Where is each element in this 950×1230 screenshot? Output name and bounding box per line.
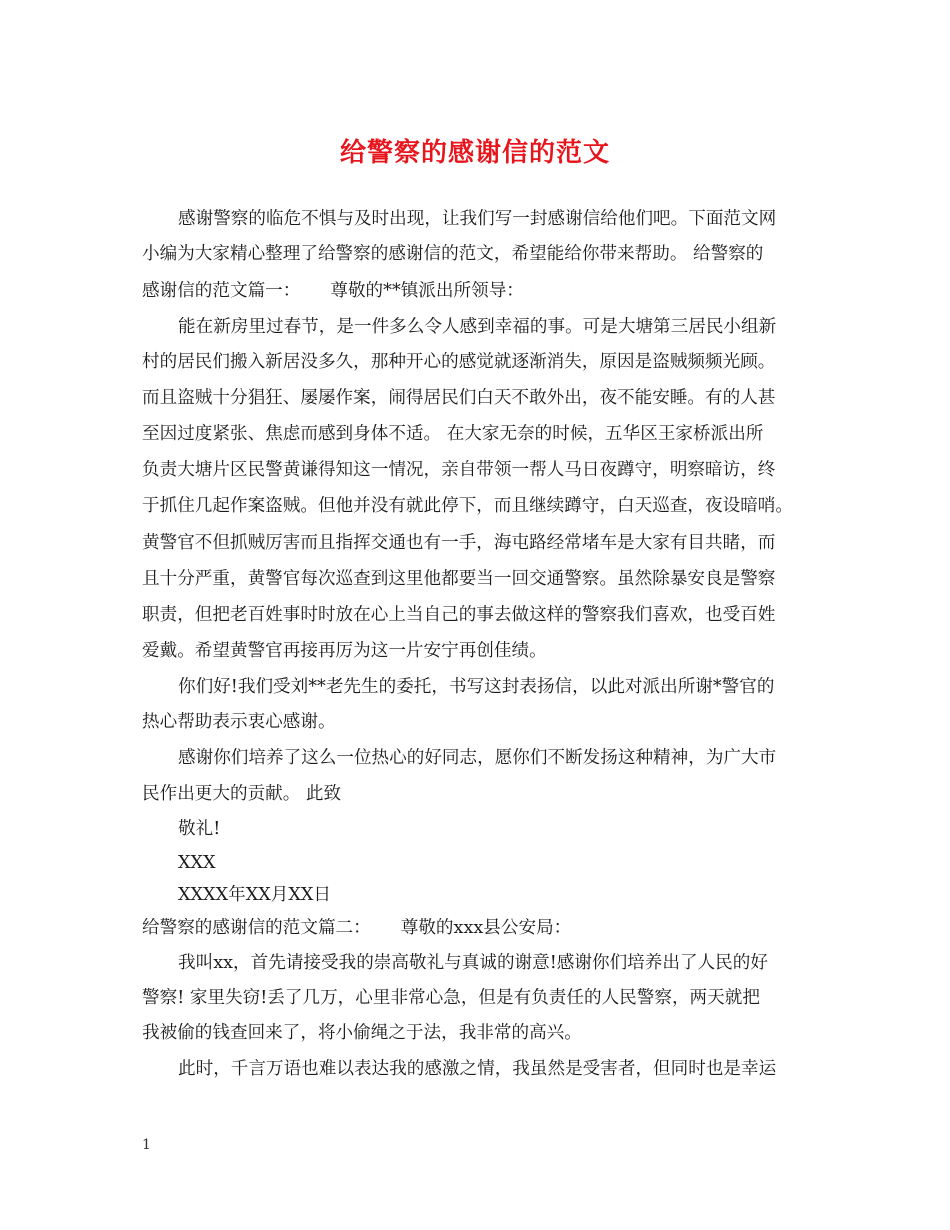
text-line [142, 283, 524, 301]
text-line: 我叫xx，首先请接受我的崇高敬礼与真诚的谢意!感谢你们培养出了人民的好 [178, 953, 768, 973]
document-title: 给警察的感谢信的范文 [339, 138, 610, 168]
text-line: 爱戴。希望黄警官再接再厉为这一片安宁再创佳绩。 [142, 641, 547, 661]
text-line: 小编为大家精心整理了给警察的感谢信的范文，希望能给你带来帮助。 给警察的 [142, 244, 764, 264]
text-line: 警察! 家里失窃!丢了几万，心里非常心急，但是有负责任的人民警察，两天就把 [142, 988, 760, 1008]
text-line: 此时，千言万语也难以表达我的感激之情，我虽然是受害者，但同时也是幸运 [178, 1059, 777, 1079]
text-segment: 尊敬的**镇派出所领导： [330, 281, 524, 301]
text-line: 至因过度紧张、焦虑而感到身体不适。 在大家无奈的时候，五华区王家桥派出所 [142, 424, 764, 444]
signature-name: XXX [178, 853, 216, 873]
text-line: 于抓住几起作案盗贼。但他并没有就此停下，而且继续蹲守，白天巡查，夜设暗哨。 [142, 496, 793, 516]
text-line: 感谢警察的临危不惧与及时出现，让我们写一封感谢信给他们吧。下面范文网 [178, 209, 777, 229]
text-line: 且十分严重，黄警官每次巡查到这里他都要当一回交通警察。虽然除暴安良是警察 [142, 569, 776, 589]
text-line: 民作出更大的贡献。 此致 [142, 784, 342, 804]
text-line [142, 920, 571, 938]
text-line: 感谢你们培养了这么一位热心的好同志，愿你们不断发扬这种精神，为广大市 [178, 748, 777, 768]
closing-salutation: 敬礼! [178, 819, 221, 839]
text-line: 你们好!我们受刘**老先生的委托，书写这封表扬信，以此对派出所谢*警官的 [178, 677, 775, 697]
text-line: 职责，但把老百姓事时时放在心上当自己的事去做这样的警察我们喜欢，也受百姓 [142, 605, 776, 625]
text-segment: 感谢信的范文篇一： [142, 281, 301, 301]
text-line: 而且盗贼十分猖狂、屡屡作案，闹得居民们白天不敢外出，夜不能安睡。有的人甚 [142, 388, 776, 408]
signature-date: XXXX年XX月XX日 [178, 885, 331, 905]
page-number: 1 [142, 1137, 151, 1153]
text-line: 能在新房里过春节，是一件多么令人感到幸福的事。可是大塘第三居民小组新 [178, 317, 777, 337]
text-segment: 给警察的感谢信的范文篇二： [142, 918, 371, 938]
text-line: 黄警官不但抓贼厉害而且指挥交通也有一手，海屯路经常堵车是大家有目共睹，而 [142, 533, 776, 553]
text-line: 村的居民们搬入新居没多久，那种开心的感觉就逐渐消失，原因是盗贼频频光顾。 [142, 352, 776, 372]
text-line: 负责大塘片区民警黄谦得知这一情况，亲自带领一帮人马日夜蹲守，明察暗访，终 [142, 460, 776, 480]
text-segment: 尊敬的xxx县公安局： [400, 918, 572, 938]
text-line: 热心帮助表示衷心感谢。 [142, 712, 336, 732]
text-line: 我被偷的钱查回来了，将小偷绳之于法，我非常的高兴。 [142, 1023, 582, 1043]
